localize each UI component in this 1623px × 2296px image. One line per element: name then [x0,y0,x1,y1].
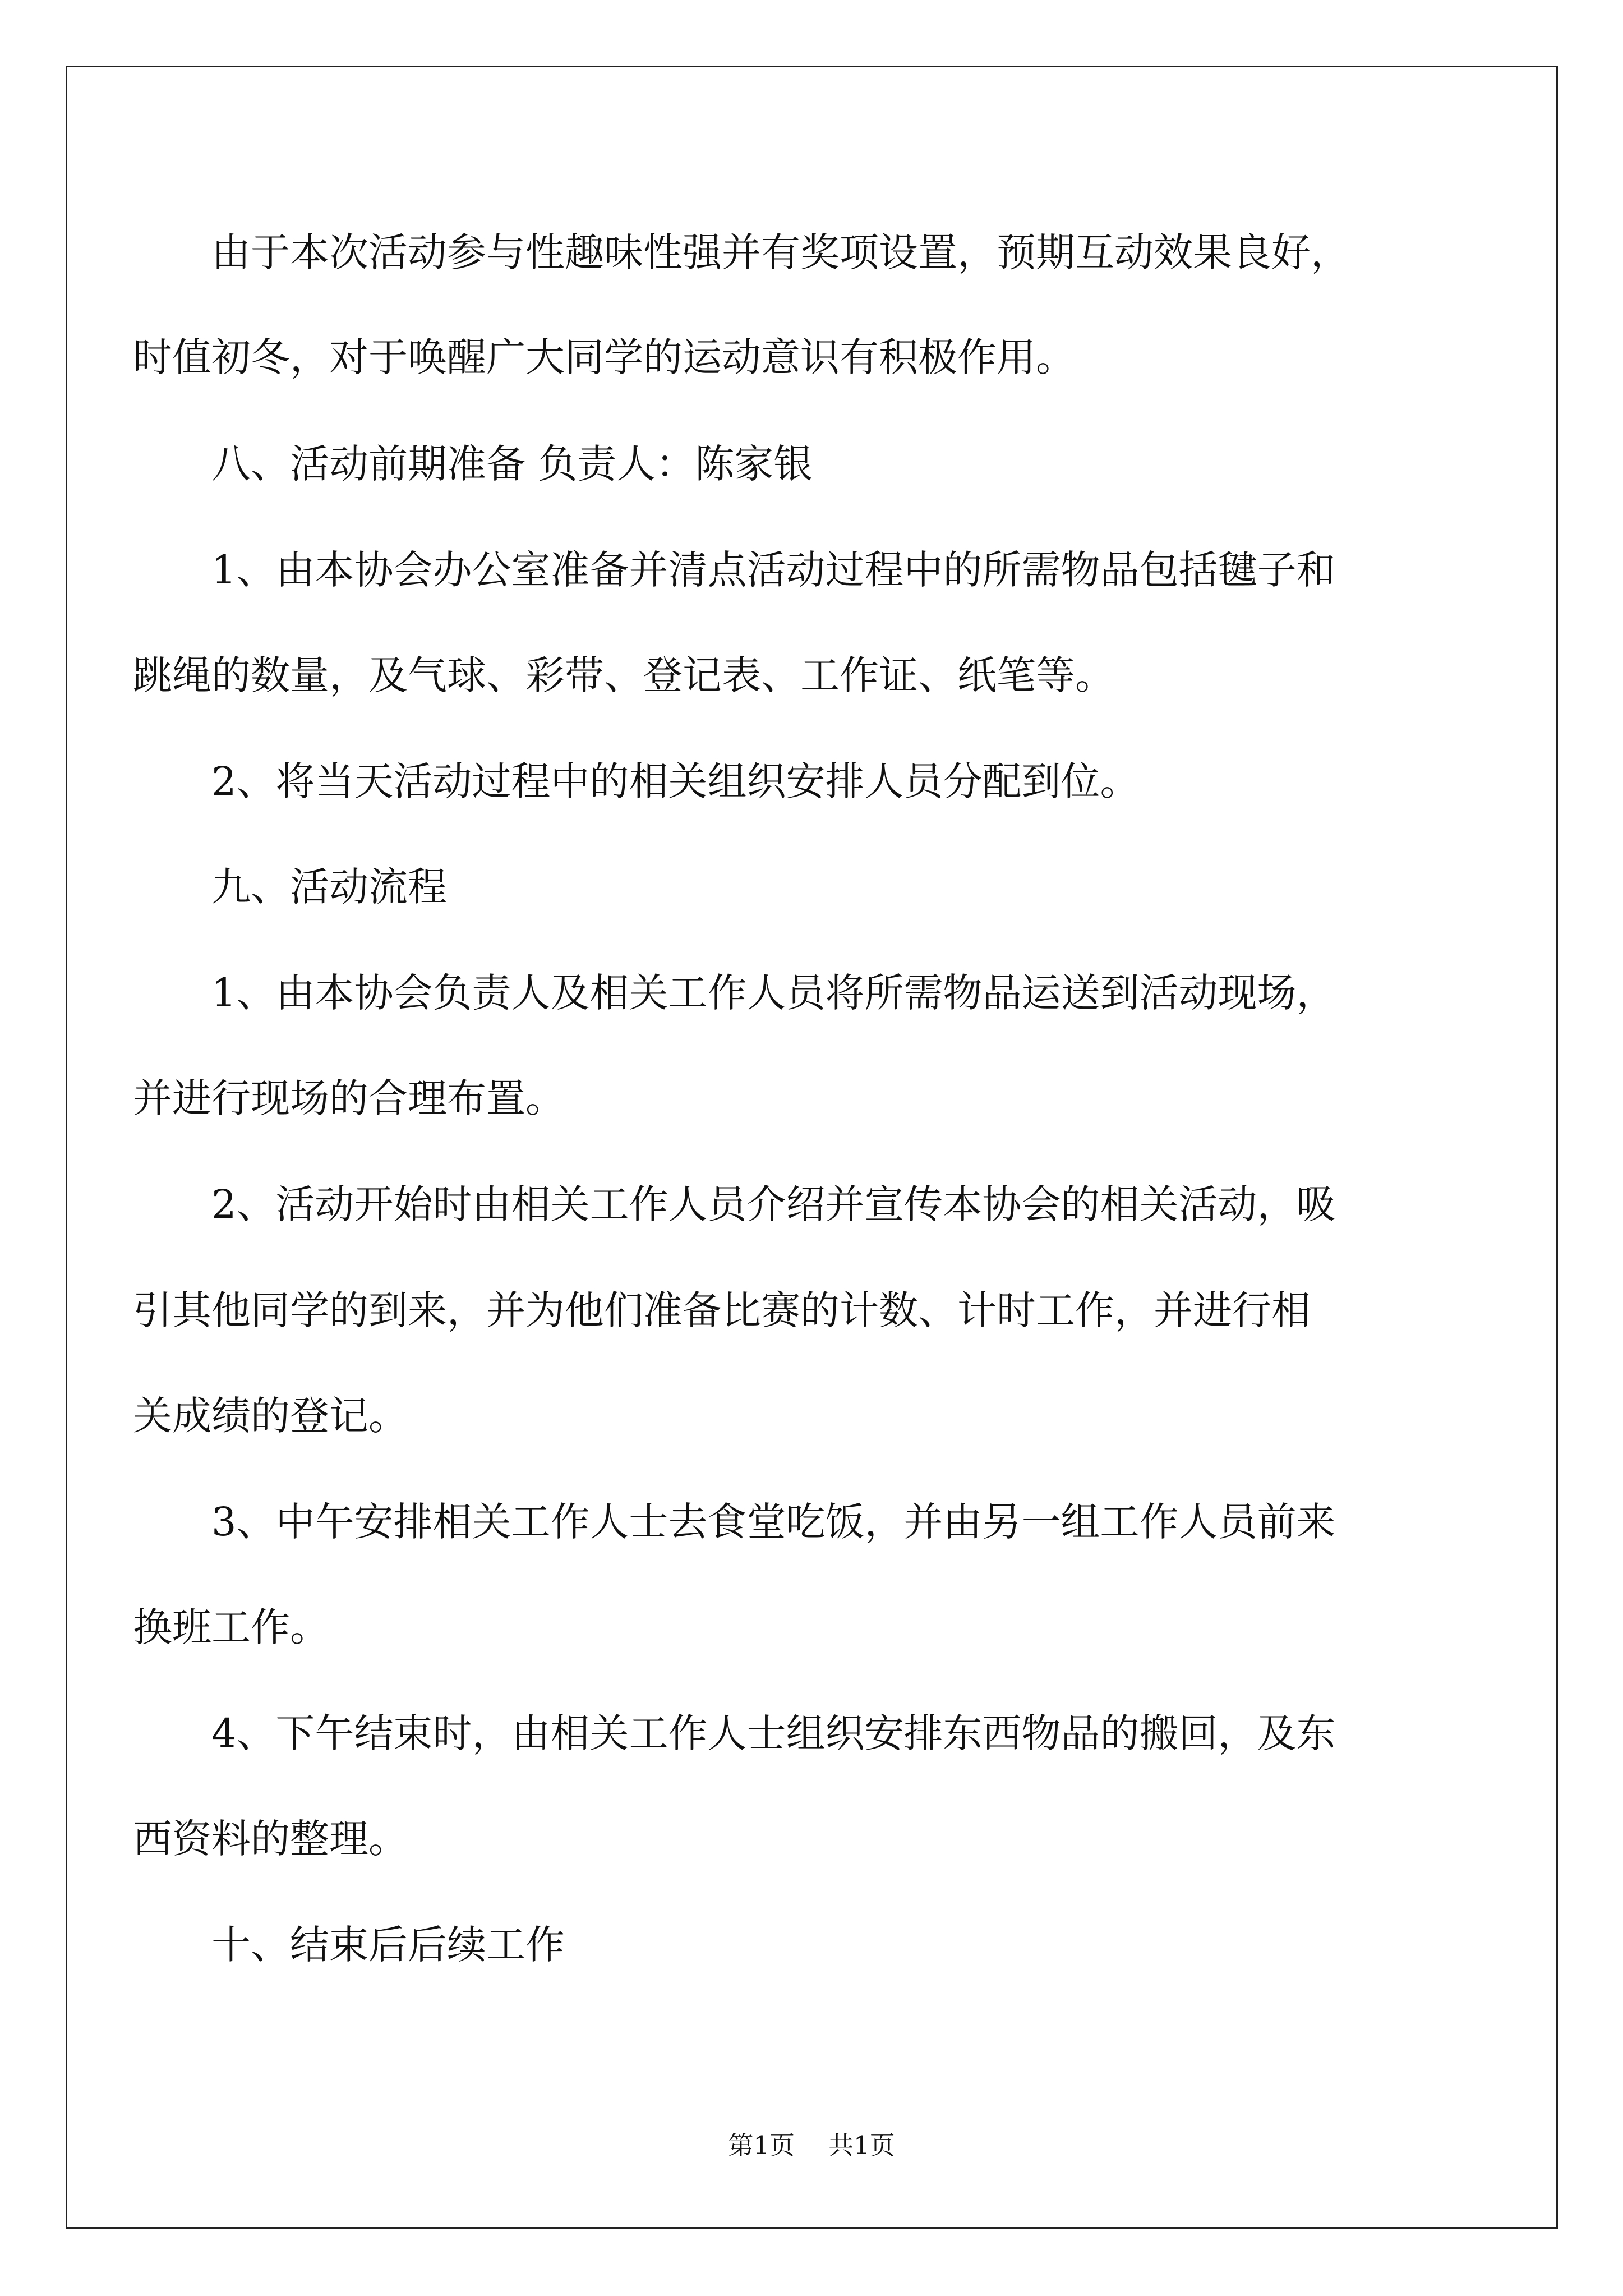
paragraph-line: 引其他同学的到来，并为他们准备比赛的计数、计时工作，并进行相 [133,1287,1311,1333]
paragraph-line: 1、由本协会负责人及相关工作人员将所需物品运送到活动现场， [211,970,1336,1016]
section-heading: 八、活动前期准备 负责人：陈家银 [211,441,813,487]
page-footer [0,2129,1623,2162]
paragraph-line: 跳绳的数量，及气球、彩带、登记表、工作证、纸笔等。 [133,652,1114,698]
section-heading: 十、结束后后续工作 [211,1922,565,1968]
page-number: 第1页 [728,2131,795,2160]
paragraph-line: 关成绩的登记。 [133,1393,408,1439]
paragraph-line: 3、中午安排相关工作人士去食堂吃饭，并由另一组工作人员前来 [211,1499,1336,1545]
paragraph-line: 由于本次活动参与性趣味性强并有奖项设置，预期互动效果良好， [211,229,1350,275]
paragraph-line: 并进行现场的合理布置。 [133,1075,565,1121]
paragraph-line: 2、将当天活动过程中的相关组织安排人员分配到位。 [211,758,1140,804]
page-frame [66,66,1558,2229]
paragraph-line: 西资料的整理。 [133,1816,408,1862]
paragraph-line: 时值初冬，对于唤醒广大同学的运动意识有积极作用。 [133,334,1075,380]
paragraph-line: 1、由本协会办公室准备并清点活动过程中的所需物品包括毽子和 [211,547,1336,593]
page-total: 共1页 [828,2131,895,2160]
paragraph-line: 2、活动开始时由相关工作人员介绍并宣传本协会的相关活动，吸 [211,1181,1336,1227]
section-heading: 九、活动流程 [211,864,447,910]
paragraph-line: 4、下午结束时，由相关工作人士组织安排东西物品的搬回，及东 [211,1710,1336,1756]
paragraph-line: 换班工作。 [133,1604,329,1650]
